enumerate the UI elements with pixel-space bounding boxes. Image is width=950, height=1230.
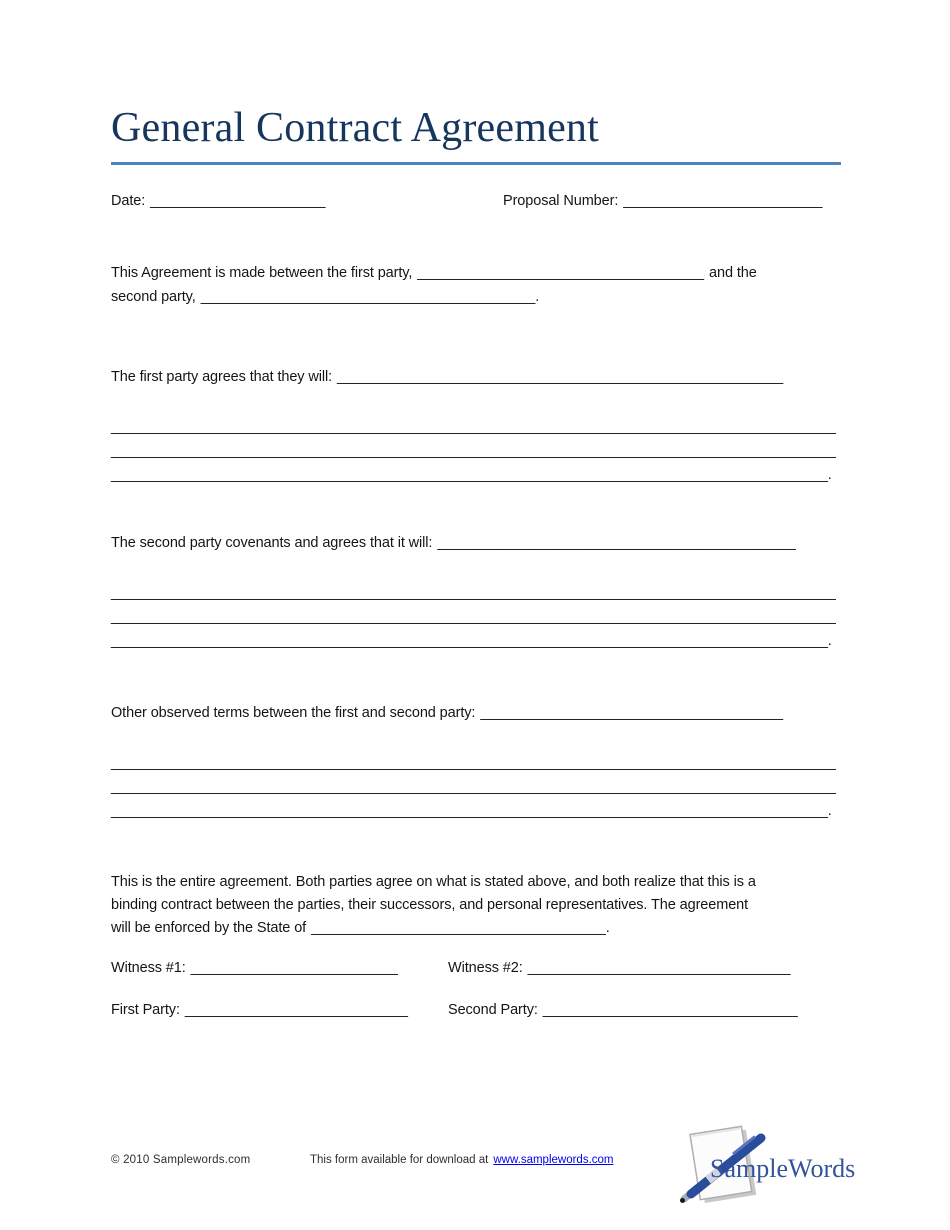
blank-line xyxy=(111,751,841,775)
blank-line xyxy=(111,581,841,605)
first-party-section-label: The first party agrees that they will: xyxy=(111,369,333,385)
intro-line-2 xyxy=(111,285,841,309)
intro-line-1 xyxy=(111,261,841,285)
witness-2-blank: _________________________________ xyxy=(527,960,791,976)
closing-line-2: binding contract between the parties, their successors, and personal representatives. The agreement xyxy=(111,897,749,913)
blank-line xyxy=(111,463,841,487)
intro-line-2-text: second party, xyxy=(111,289,196,305)
first-party-signature-blank: ____________________________ xyxy=(184,1002,408,1018)
title-underline-rule xyxy=(111,162,841,165)
proposal-number-blank: _________________________ xyxy=(623,193,823,209)
second-party-signature-blank: ________________________________ xyxy=(542,1002,798,1018)
section-second-party-covenants xyxy=(111,531,841,653)
download-note-text: This form available for download at xyxy=(310,1154,489,1166)
witness-1-blank: __________________________ xyxy=(190,960,398,976)
fill-in-blank: __________________________________________________________________________________________ xyxy=(111,803,828,819)
witness-2-field xyxy=(448,956,790,980)
second-party-signature-label: Second Party: xyxy=(448,1002,538,1018)
fill-in-blank: ___________________________________________________________________________________________ xyxy=(111,609,836,625)
page-title: General Contract Agreement xyxy=(111,105,599,151)
second-party-section-label: The second party covenants and agrees that it will: xyxy=(111,535,433,551)
second-party-signature-field xyxy=(448,998,798,1022)
witness-1-field xyxy=(111,956,448,980)
first-party-signature-field xyxy=(111,998,448,1022)
blank-line xyxy=(111,799,841,823)
intro-paragraph xyxy=(111,261,841,309)
intro-line-2-period: . xyxy=(535,289,540,305)
logo-wordmark: SampleWords xyxy=(710,1154,856,1183)
other-terms-section-label-line xyxy=(111,701,841,725)
blank-line xyxy=(111,415,841,439)
line-period: . xyxy=(827,803,832,819)
date-label: Date: xyxy=(111,193,146,209)
date-field xyxy=(111,189,503,213)
section-other-terms xyxy=(111,701,841,823)
page-footer xyxy=(111,1124,856,1216)
second-party-name-blank: __________________________________________ xyxy=(200,289,536,305)
section-first-party-obligations xyxy=(111,365,841,487)
fill-in-blank: __________________________________________________________________________________________ xyxy=(111,467,828,483)
intro-line-1-tail: and the xyxy=(709,265,757,281)
party-signature-row xyxy=(111,998,841,1022)
line-period: . xyxy=(827,633,832,649)
closing-line-3-text: will be enforced by the State of xyxy=(111,920,307,936)
closing-line-3 xyxy=(111,917,841,940)
blank-line xyxy=(111,605,841,629)
first-party-name-blank: ____________________________________ xyxy=(417,265,705,281)
copyright-text: © 2010 Samplewords.com xyxy=(111,1154,251,1166)
fill-in-blank: ___________________________________________________________________________________________ xyxy=(111,585,836,601)
other-terms-section-label-blank: ______________________________________ xyxy=(480,705,783,721)
witness-2-label: Witness #2: xyxy=(448,960,523,976)
intro-line-1-text: This Agreement is made between the first party, xyxy=(111,265,413,281)
fill-in-blank: ___________________________________________________________________________________________ xyxy=(111,755,836,771)
witness-signature-row xyxy=(111,956,841,980)
date-blank: ______________________ xyxy=(150,193,326,209)
second-party-blank-lines xyxy=(111,581,841,653)
blank-line xyxy=(111,775,841,799)
blank-line xyxy=(111,629,841,653)
proposal-number-label: Proposal Number: xyxy=(503,193,619,209)
witness-1-label: Witness #1: xyxy=(111,960,186,976)
second-party-section-label-blank: _____________________________________________ xyxy=(437,535,796,551)
entire-agreement-paragraph xyxy=(111,871,841,940)
first-party-blank-lines xyxy=(111,415,841,487)
download-note xyxy=(310,1154,614,1166)
fill-in-blank: ___________________________________________________________________________________________ xyxy=(111,419,836,435)
first-party-section-label-blank: ________________________________________________________ xyxy=(337,369,784,385)
closing-line-1: This is the entire agreement. Both parties agree on what is stated above, and both realize that this is a xyxy=(111,874,756,890)
fill-in-blank: __________________________________________________________________________________________ xyxy=(111,633,828,649)
proposal-number-field xyxy=(503,189,822,213)
meta-row xyxy=(111,189,841,213)
second-party-section-label-line xyxy=(111,531,841,555)
line-period: . xyxy=(827,467,832,483)
first-party-signature-label: First Party: xyxy=(111,1002,180,1018)
other-terms-section-label: Other observed terms between the first and second party: xyxy=(111,705,476,721)
closing-period: . xyxy=(605,920,610,936)
samplewords-logo xyxy=(675,1120,856,1214)
blank-line xyxy=(111,439,841,463)
samplewords-link[interactable]: www.samplewords.com xyxy=(493,1154,614,1166)
other-terms-blank-lines xyxy=(111,751,841,823)
fill-in-blank: ___________________________________________________________________________________________ xyxy=(111,779,836,795)
fill-in-blank: ___________________________________________________________________________________________ xyxy=(111,443,836,459)
state-name-blank: _____________________________________ xyxy=(311,920,606,936)
first-party-section-label-line xyxy=(111,365,841,389)
